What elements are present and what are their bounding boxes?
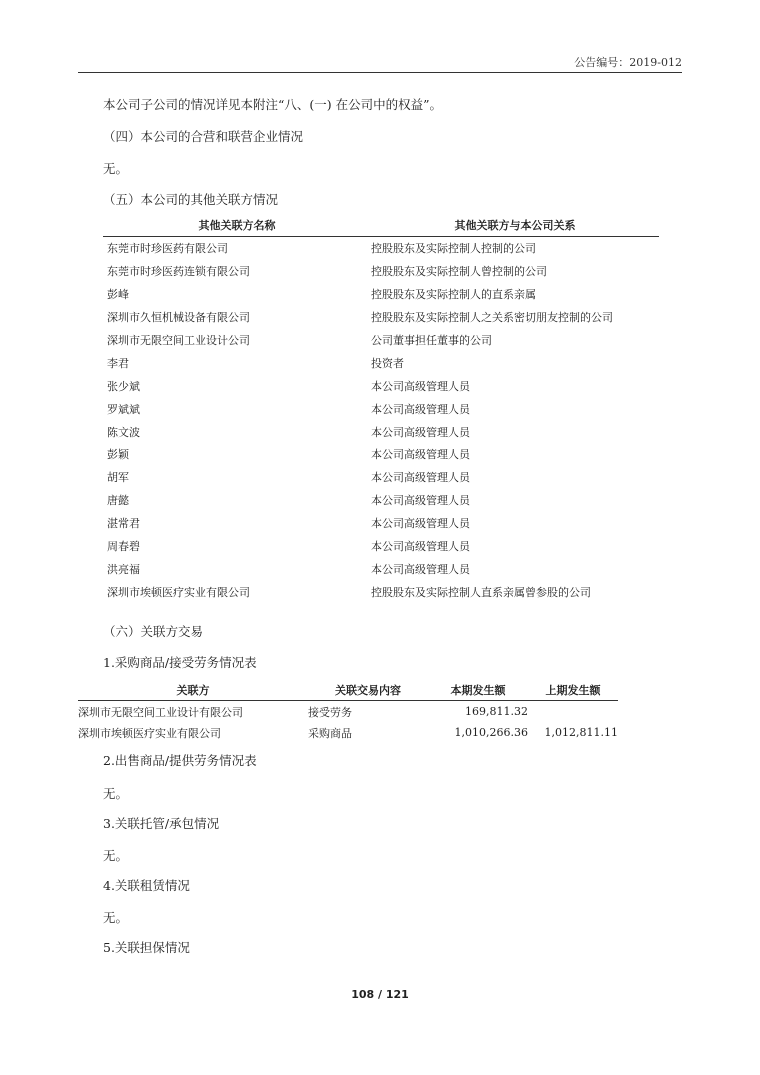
party-name-cell: 东莞市时珍医药有限公司 [107,242,228,256]
purchases-heading: 1.采购商品/接受劳务情况表 [103,655,257,670]
table-row [103,237,659,260]
col-prior: 上期发生额 [528,680,618,701]
party-name-cell: 彭峰 [107,288,129,302]
party-name-cell: 周春碧 [107,540,140,554]
prior-amount-cell: 1,012,811.11 [544,726,618,739]
table-row [103,397,659,420]
related-parties-table [103,214,659,603]
page-number: 108 / 121 [351,988,409,1001]
col-content: 关联交易内容 [308,680,428,701]
table-row [103,420,659,443]
party-name-cell: 罗斌斌 [107,402,140,416]
section-4-none: 无。 [103,161,129,176]
relationship-cell: 本公司高级管理人员 [371,540,470,554]
party-name-cell: 深圳市无限空间工业设计公司 [107,334,250,347]
sales-none: 无。 [103,786,129,801]
table-row [103,580,659,603]
relationship-cell: 本公司高级管理人员 [371,425,470,439]
table-row [103,535,659,558]
party-name-cell: 李君 [107,356,129,370]
relationship-cell: 公司董事担任董事的公司 [371,334,492,347]
content-cell: 接受劳务 [308,705,352,719]
col-relationship: 其他关联方与本公司关系 [371,214,659,237]
relationship-cell: 本公司高级管理人员 [371,494,470,508]
table-row [103,557,659,580]
header-rule [78,72,682,73]
relationship-cell: 控股股东及实际控制人的直系亲属 [371,288,536,302]
relationship-cell: 本公司高级管理人员 [371,471,470,485]
custody-heading: 3.关联托管/承包情况 [103,816,220,831]
table-row [103,329,659,352]
table-row [103,466,659,489]
party-cell: 深圳市无限空间工业设计有限公司 [78,705,243,719]
lease-none: 无。 [103,910,129,925]
relationship-cell: 控股股东及实际控制人直系亲属曾参股的公司 [371,585,591,599]
party-cell: 深圳市埃顿医疗实业有限公司 [78,726,221,740]
col-party-name: 其他关联方名称 [103,214,371,237]
table-row [103,283,659,306]
relationship-cell: 本公司高级管理人员 [371,379,470,393]
section-4-heading: （四）本公司的合营和联营企业情况 [103,129,304,144]
party-name-cell: 胡军 [107,471,129,485]
table-row [103,306,659,329]
related-parties-body [103,237,659,604]
party-name-cell: 唐懿 [107,494,129,508]
current-amount-cell: 1,010,266.36 [454,726,528,739]
subsidiary-note: 本公司子公司的情况详见本附注“八、(一) 在公司中的权益”。 [103,97,443,112]
table-row [103,351,659,374]
content-cell: 采购商品 [308,726,352,740]
relationship-cell: 投资者 [371,356,404,370]
custody-none: 无。 [103,848,129,863]
announcement-code: 公告编号：2019-012 [574,56,682,69]
relationship-cell: 本公司高级管理人员 [371,448,470,462]
prior-amount-cell [528,701,618,723]
sales-heading: 2.出售商品/提供劳务情况表 [103,753,257,768]
table-row [103,512,659,535]
table-row [103,260,659,283]
party-name-cell: 洪亮福 [107,562,140,576]
party-name-cell: 张少斌 [107,379,140,393]
party-name-cell: 深圳市久恒机械设备有限公司 [107,311,250,325]
relationship-cell: 控股股东及实际控制人曾控制的公司 [371,265,547,279]
purchases-table [78,680,618,743]
purchases-body [78,701,618,744]
table-row [103,489,659,512]
relationship-cell: 控股股东及实际控制人控制的公司 [371,242,536,256]
party-name-cell: 彭颖 [107,448,129,462]
col-party: 关联方 [78,680,308,701]
section-6-heading: （六）关联方交易 [103,624,204,639]
table-row [78,722,618,743]
table-row [103,374,659,397]
party-name-cell: 东莞市时珍医药连锁有限公司 [107,265,250,279]
section-5-heading: （五）本公司的其他关联方情况 [103,192,279,207]
table-row [78,701,618,723]
relationship-cell: 本公司高级管理人员 [371,402,470,416]
lease-heading: 4.关联租赁情况 [103,878,190,893]
guarantee-heading: 5.关联担保情况 [103,940,190,955]
party-name-cell: 湛常君 [107,517,140,531]
party-name-cell: 陈文波 [107,425,140,439]
relationship-cell: 控股股东及实际控制人之关系密切朋友控制的公司 [371,311,613,325]
current-amount-cell: 169,811.32 [465,705,528,718]
table-row [103,443,659,466]
relationship-cell: 本公司高级管理人员 [371,517,470,531]
col-current: 本期发生额 [428,680,528,701]
relationship-cell: 本公司高级管理人员 [371,562,470,576]
party-name-cell: 深圳市埃顿医疗实业有限公司 [107,585,250,599]
